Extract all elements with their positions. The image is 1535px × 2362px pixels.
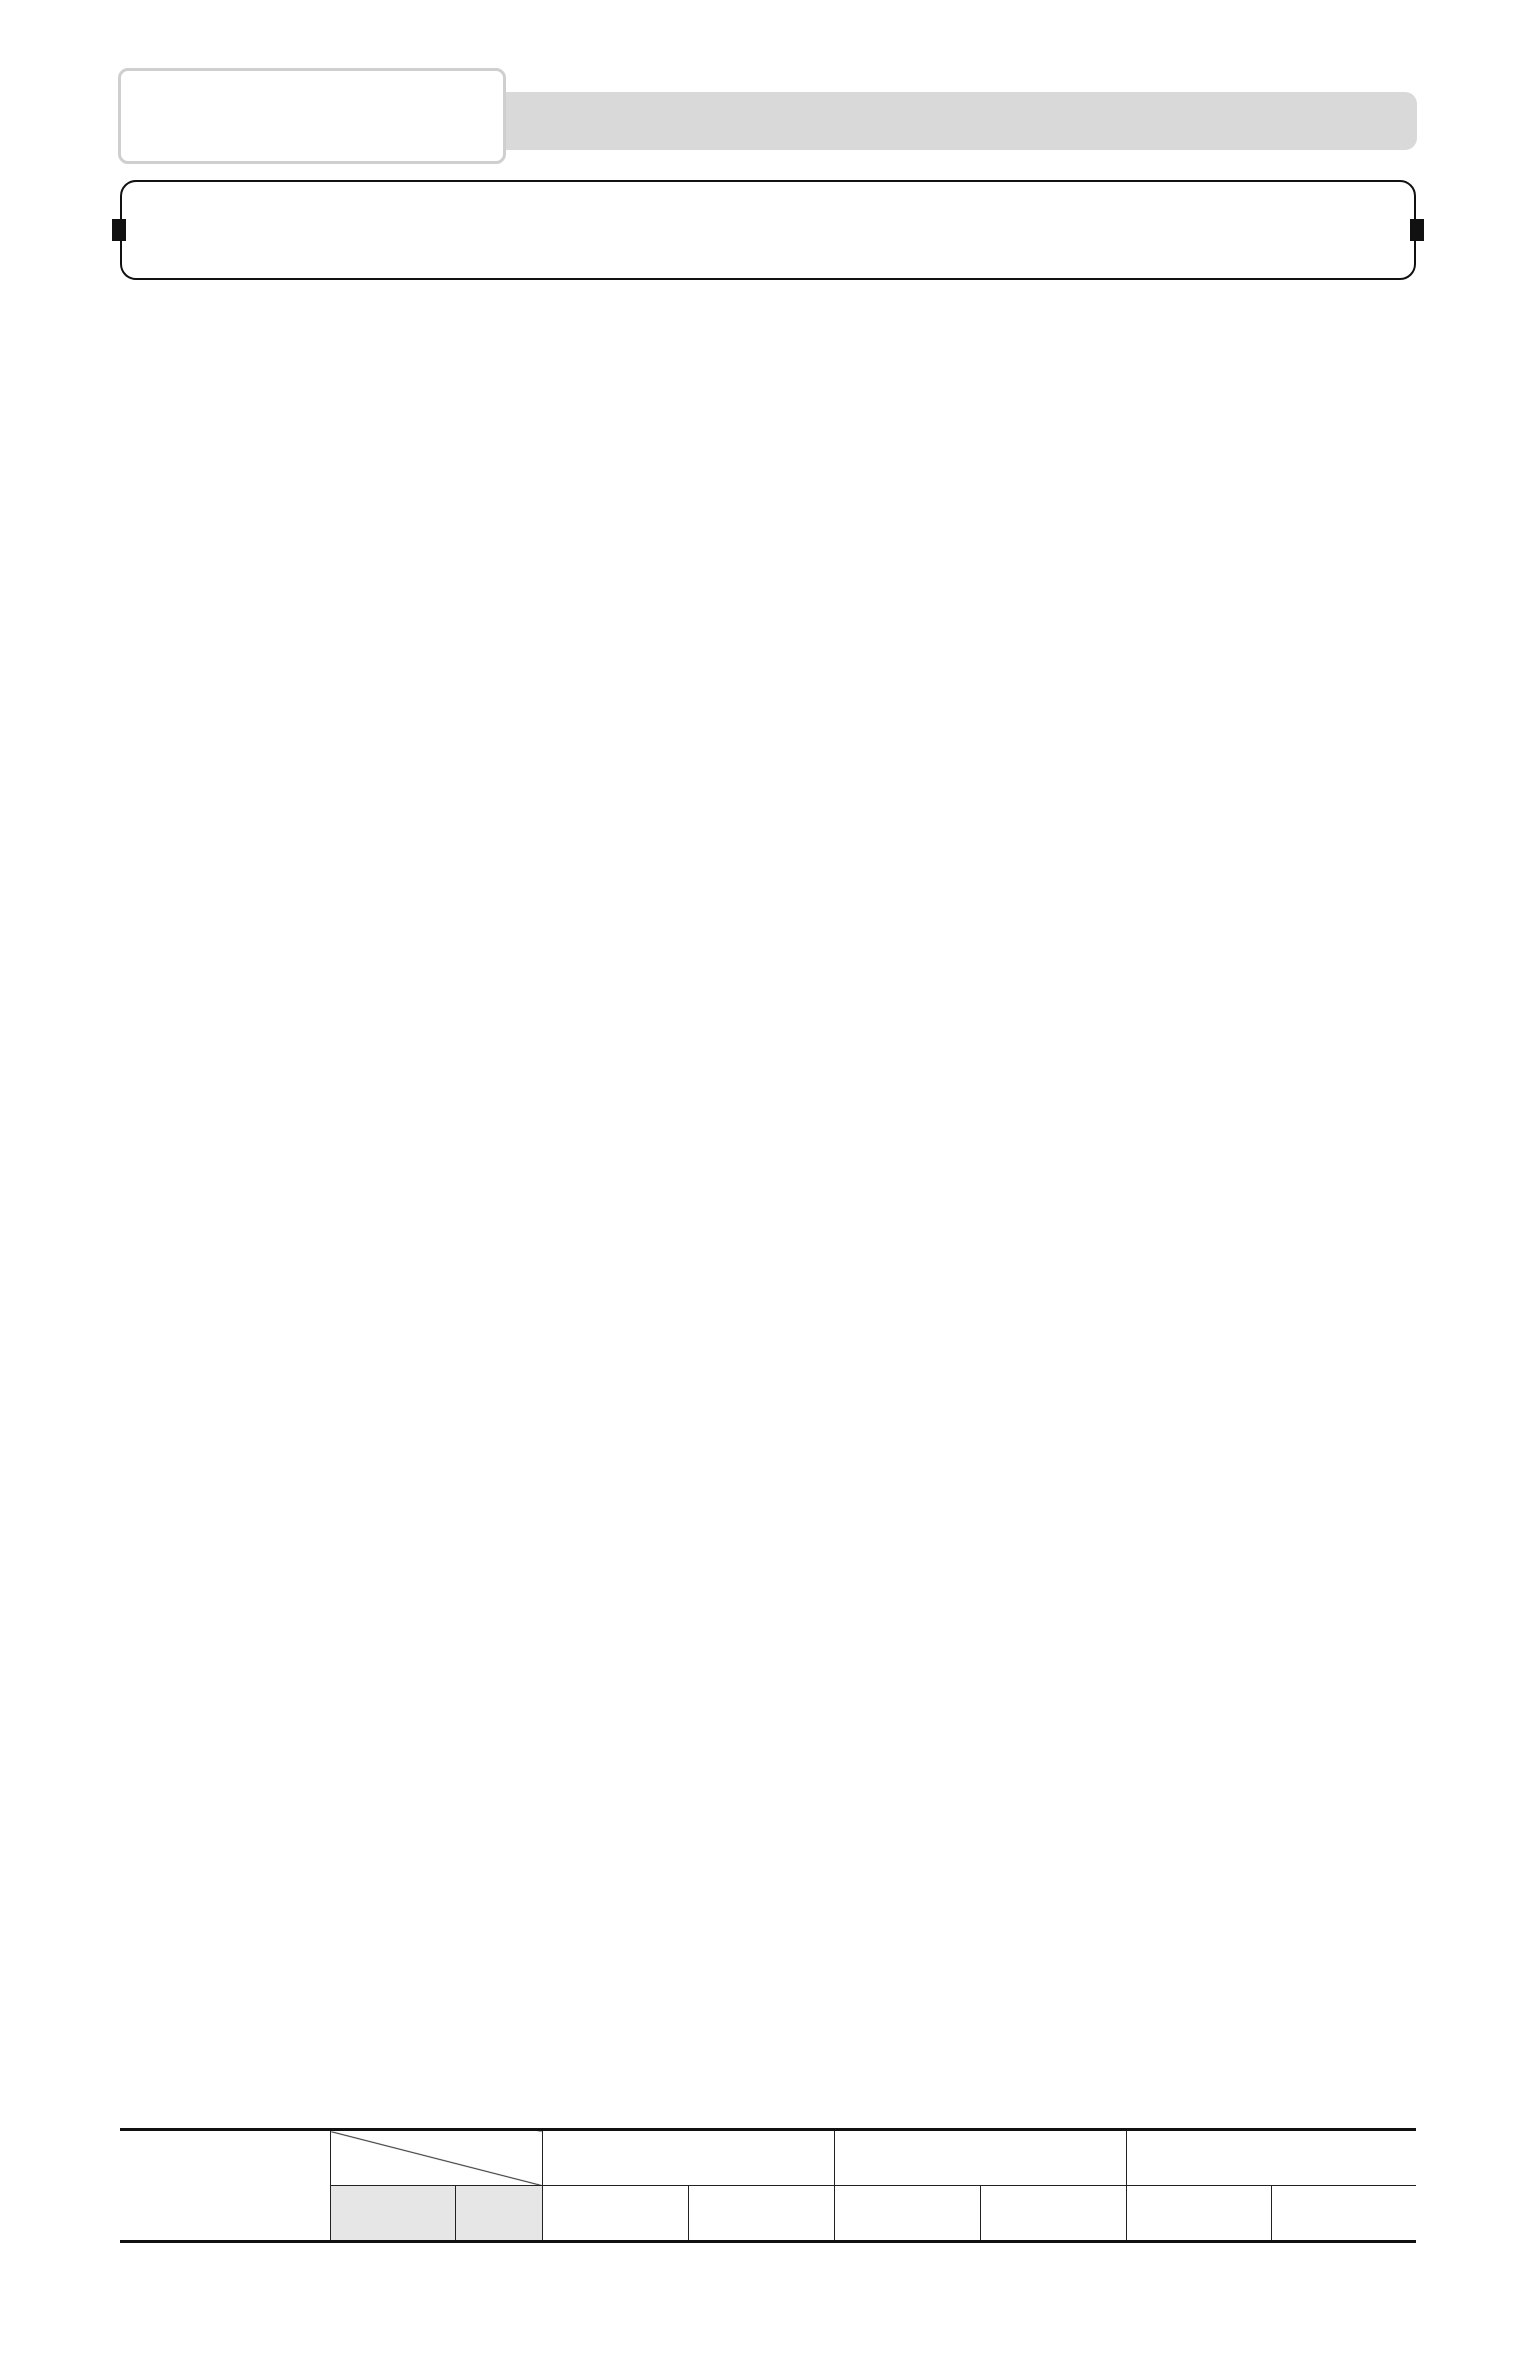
box-mark-left — [112, 219, 126, 241]
person-cell — [688, 2186, 834, 2242]
person-cell — [1126, 2186, 1271, 2242]
service-times-box — [120, 180, 1416, 280]
person-cell — [834, 2186, 980, 2242]
col-service-2 — [834, 2130, 1126, 2186]
person-cell — [542, 2186, 688, 2242]
role-prayer — [330, 2186, 455, 2242]
next-week-table — [120, 2128, 1416, 2243]
col-service-1 — [542, 2130, 834, 2186]
service-title — [118, 68, 506, 164]
next-week-title — [120, 2130, 330, 2242]
box-mark-right — [1410, 219, 1424, 241]
role-ads — [455, 2186, 542, 2242]
col-service-3 — [1126, 2130, 1416, 2186]
person-cell — [980, 2186, 1126, 2242]
table-corner — [330, 2130, 542, 2186]
person-cell — [1271, 2186, 1416, 2242]
prelude-line — [176, 302, 204, 330]
